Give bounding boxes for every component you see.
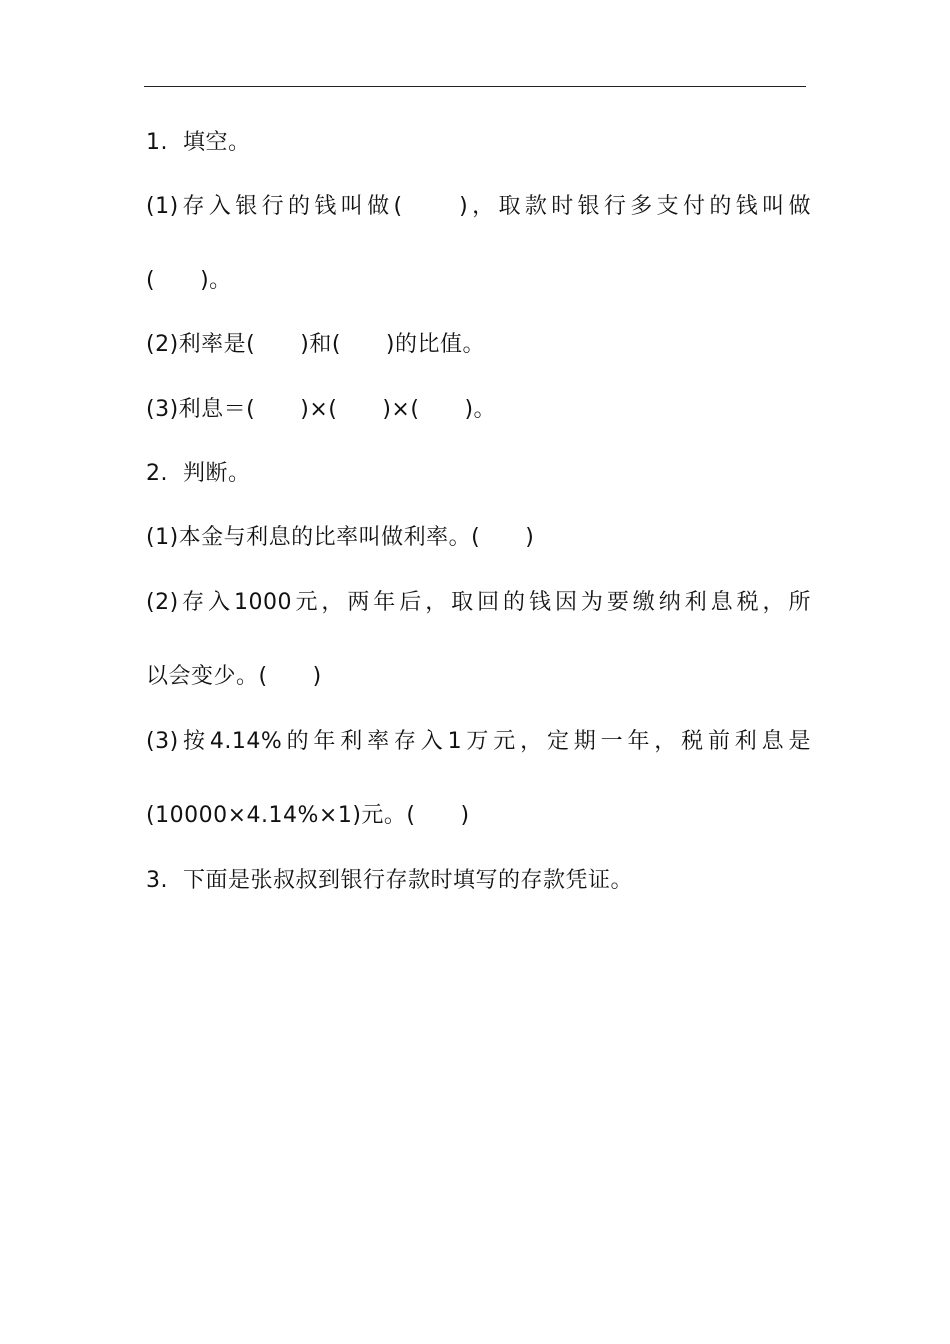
question-2-3-line-2: (10000×4.14%×1)元。( )	[146, 803, 470, 828]
question-2-1: (1)本金与利息的比率叫做利率。( )	[146, 525, 535, 550]
section-1-heading: 1. 填空。	[146, 130, 251, 155]
question-2-3-line-1: (3)按4.14%的年利率存入1万元，定期一年，税前利息是	[146, 729, 811, 754]
question-2-2-line-2: 以会变少。( )	[146, 664, 322, 689]
header-rule	[144, 86, 806, 87]
section-3-heading: 3. 下面是张叔叔到银行存款时填写的存款凭证。	[146, 868, 633, 893]
question-2-2-line-1: (2)存入1000元，两年后，取回的钱因为要缴纳利息税，所	[146, 590, 811, 615]
question-1-3: (3)利息＝( )×( )×( )。	[146, 397, 497, 422]
question-1-2: (2)利率是( )和( )的比值。	[146, 332, 485, 357]
question-1-1-line-1: (1)存入银行的钱叫做( )，取款时银行多支付的钱叫做	[146, 194, 811, 219]
question-1-1-line-2: ( )。	[146, 268, 232, 293]
section-2-heading: 2. 判断。	[146, 461, 251, 486]
